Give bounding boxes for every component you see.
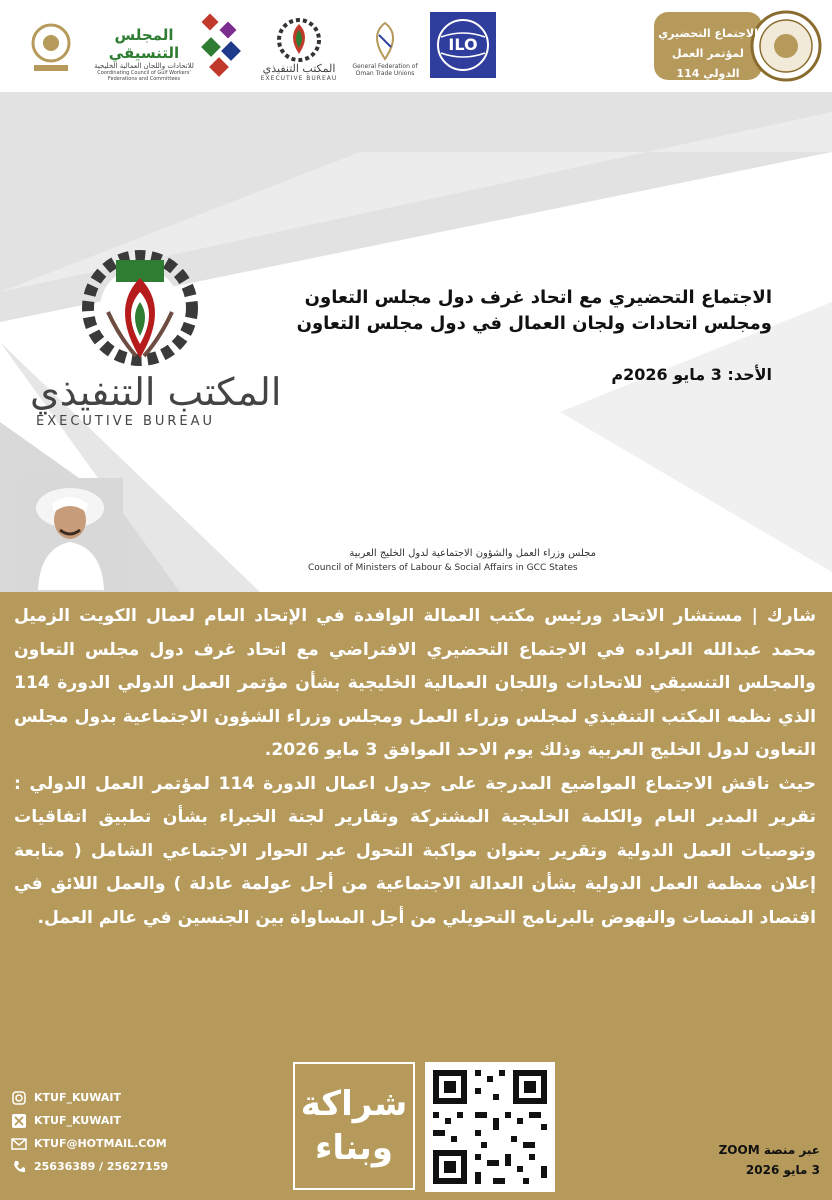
gulf-coordinating-council-logo [86,10,246,84]
participant-photo [18,478,123,590]
contact-x[interactable] [10,1109,210,1132]
oman-emblem-icon [365,19,405,63]
instagram-icon [10,1091,28,1105]
bureau-small-en: EXECUTIVE BUREAU [260,75,338,82]
council-name-en: Council of Ministers of Labour & Social Affairs in GCC States [308,563,578,573]
phone-icon [10,1160,28,1174]
body-paragraph-2: حيث ناقش الاجتماع المواضيع المدرجة على جدول اعمال الدورة 114 لمؤتمر العمل الدولي : تقرير المدير العام والكلمة الخليجية المشتركة وتقارير لجنة الخبراء بشأن تطبيق اتفاقيات وتوصيات العمل الدولية وتقرير بعنوان مواكبة التحول عبر الحوار الاجتماعي الشامل ( متابعة إعلان منظمة العمل الدولية بشأن العدالة الاجتماعية من أجل عولمة عادلة ) والعمل اللائق في اقتصاد المنصات والنهوض بالبرنامج التحويلي من أجل المساواة بين الجنسين في عالم العمل. [14,773,816,928]
meeting-title-line1: الاجتماع التحضيري مع اتحاد غرف دول مجلس التعاون [304,287,772,308]
news-body-text [14,600,816,935]
instagram-handle: KTUF_KUWAIT [34,1091,121,1104]
email-address: KTUF@HOTMAIL.COM [34,1137,167,1150]
x-handle: KTUF_KUWAIT [34,1114,121,1127]
contact-email[interactable] [10,1132,210,1155]
platform-line2: 3 مايو 2026 [745,1163,820,1177]
gcc-labour-council [308,548,596,573]
partnership-slogan [293,1062,415,1190]
executive-bureau-name-en: EXECUTIVE BUREAU [36,414,216,429]
council-name-ar: مجلس وزراء العمل والشؤون الاجتماعية لدول الخليج العربية [349,548,596,559]
phone-numbers: 25636389 / 25627159 [34,1160,169,1173]
ilo-logo [430,12,496,78]
oman-federation-logo [350,10,420,86]
platform-line1: عبر منصة ZOOM [718,1143,820,1157]
slogan-line1: شراكة [300,1084,408,1124]
executive-bureau-large-logo [20,248,240,382]
oman-federation-caption: General Federation of Oman Trade Unions [352,62,418,77]
email-icon [10,1137,28,1151]
meeting-date: الأحد: 3 مايو 2026م [611,365,772,384]
gulf-council-name-ar: المجلس التنسيقي [108,26,180,62]
ilc-meeting-emblem [652,6,822,86]
meeting-label-line1: الاجتماع التحضيري [658,27,758,40]
office-emblem-icon [26,19,76,75]
platform-info [700,1140,820,1180]
header-logo-strip [0,0,832,92]
meeting-label-line2: لمؤتمر العمل الدولي 114 [672,47,744,80]
contact-instagram[interactable] [10,1086,210,1109]
participant-portrait-icon [18,478,123,590]
ilo-text: ILO [448,35,478,54]
bureau-small-ar: المكتب التنفيذي [262,61,336,75]
meeting-title-block [292,285,772,384]
gulf-council-sub-ar: للاتحادات واللجان العمالية الخليجية [94,62,194,70]
meeting-title-line2: ومجلس اتحادات ولجان العمال في دول مجلس التعاون [296,313,772,334]
executive-bureau-small-logo [254,8,344,88]
ministry-office-logo [22,12,80,82]
bureau-gear-icon [273,14,325,62]
qr-code[interactable] [425,1062,555,1192]
x-icon [10,1114,28,1128]
bureau-large-gear-icon [20,248,240,378]
contact-list [10,1086,210,1178]
slogan-line2: وبناء [315,1128,393,1168]
contact-phone[interactable] [10,1155,210,1178]
body-paragraph-1: شارك | مستشار الاتحاد ورئيس مكتب العمالة الوافدة في الإتحاد العام لعمال الكويت الزميل محمد عبدالله العراده في الاجتماع التحضيري الافتراضي مع اتحاد غرف دول مجلس التعاون والمجلس التنسيقي للاتحادات واللجان العمالية الخليجية بشأن مؤتمر العمل الدولي الدورة 114 الذي نظمه المكتب التنفيذي لمجلس وزراء العمل ومجلس وزراء الشؤون الاجتماعية بدول مجلس التعاون لدول الخليج العربية وذلك يوم الاحد الموافق 3 مايو 2026. [14,606,816,760]
gulf-council-name-en: Coordinating Council of Gulf Workers' Federations and Committees [97,70,191,83]
qr-code-icon [425,1062,555,1192]
executive-bureau-name-ar: المكتب التنفيذي [30,370,282,414]
